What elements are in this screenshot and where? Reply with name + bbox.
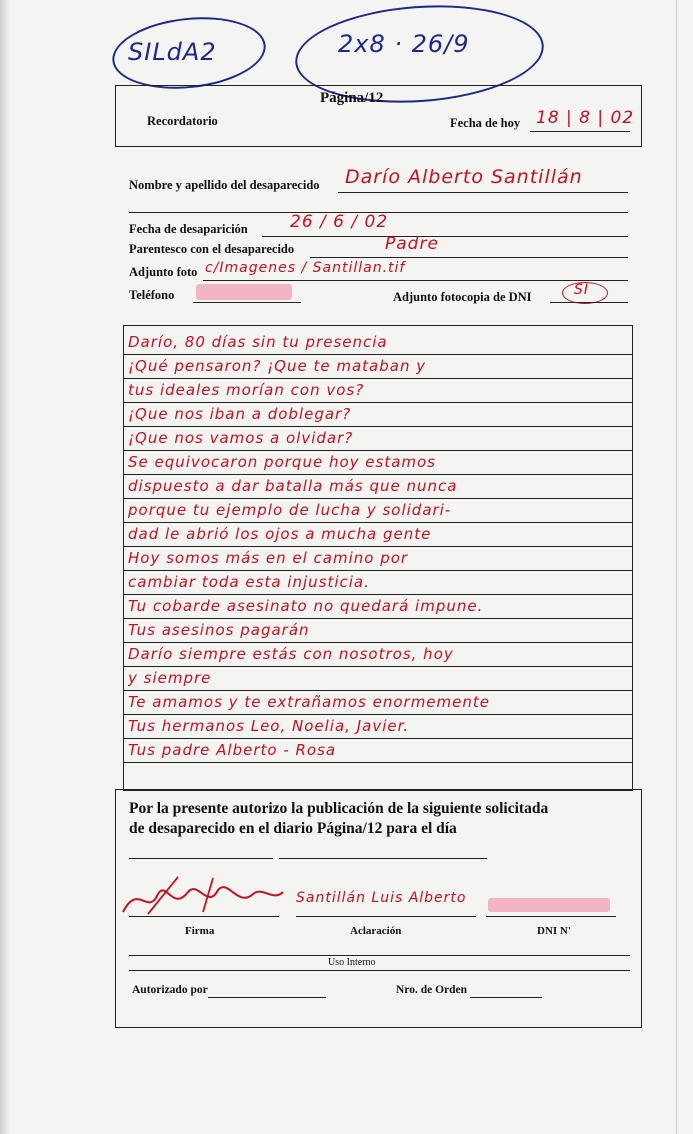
adjunto-dni-label: Adjunto fotocopia de DNI [393,290,532,304]
page-fold [676,0,677,1134]
message-line: cambiar toda esta injusticia. [128,573,370,591]
message-line: Tus hermanos Leo, Noelia, Javier. [128,717,410,735]
nombre-underline [338,192,628,193]
message-line: Se equivocaron porque hoy estamos [128,453,436,471]
fecha-underline [530,131,630,132]
message-line: porque tu ejemplo de lucha y solidari- [128,501,452,519]
autorizado-label: Autorizado por [132,984,208,996]
rule [124,450,632,451]
message-line: Te amamos y te extrañamos enormemente [128,693,490,711]
adjunto-foto-label: Adjunto foto [129,265,198,279]
rule [124,570,632,571]
message-line: y siempre [128,669,212,687]
orden-underline [470,997,542,998]
fecha-desaparicion-underline [262,236,628,237]
rule [124,738,632,739]
rule [124,642,632,643]
date-line-2 [279,858,487,859]
adjunto-foto-underline [203,280,628,281]
fecha-value: 18 | 8 | 02 [536,108,635,128]
telefono-underline [193,302,301,303]
rule [124,402,632,403]
dni-underline [486,916,616,917]
signature-image [118,872,288,922]
aclaracion-label: Aclaración [350,925,402,937]
message-line: Darío, 80 días sin tu presencia [128,333,388,351]
rule [124,714,632,715]
rule [124,522,632,523]
message-line: dispuesto a dar batalla más que nunca [128,477,458,495]
page-title: Página/12 [320,90,384,106]
rule [124,546,632,547]
message-line: ¡Que nos iban a doblegar? [128,405,352,423]
aclaracion-underline [296,916,476,917]
rule [124,618,632,619]
rule [124,666,632,667]
message-line: tus ideales morían con vos? [128,381,365,399]
message-line: ¡Que nos vamos a olvidar? [128,429,354,447]
nombre-value: Darío Alberto Santillán [345,166,583,188]
autorizado-underline [208,997,326,998]
rule [124,498,632,499]
rule [124,594,632,595]
message-line: Hoy somos más en el camino por [128,549,409,567]
fecha-label: Fecha de hoy [450,116,521,130]
adjunto-dni-value: SI [574,282,590,298]
fecha-desaparicion-label: Fecha de desaparición [129,222,248,236]
adjunto-dni-underline [550,302,628,303]
dni-label: DNI N' [537,925,571,937]
message-line: Tus asesinos pagarán [128,621,310,639]
message-line: ¡Qué pensaron? ¡Que te mataban y [128,357,427,375]
stamp-numbers: 2x8 · 26/9 [338,30,470,58]
aclaracion-value: Santillán Luis Alberto [296,890,467,906]
date-line-1 [129,858,273,859]
authorization-text-1: Por la presente autorizo la publicación de la siguiente solicitada [129,800,549,817]
rule [124,762,632,763]
firma-label: Firma [185,925,215,937]
parentesco-value: Padre [385,234,439,254]
firma-underline [129,916,279,917]
rule [124,690,632,691]
uso-interno-divider-2 [129,970,630,971]
page-left-edge [0,0,10,1134]
dni-redaction [488,898,610,912]
rule [124,354,632,355]
parentesco-underline [310,257,628,258]
nombre-label: Nombre y apellido del desaparecido [129,178,320,192]
rule [124,426,632,427]
rule [124,378,632,379]
telefono-label: Teléfono [129,288,175,302]
rule [124,474,632,475]
message-line: dad le abrió los ojos a mucha gente [128,525,432,543]
orden-label: Nro. de Orden [396,984,468,996]
message-line: Tu cobarde asesinato no quedará impune. [128,597,484,615]
uso-interno-divider [129,955,630,956]
message-line: Tus padre Alberto - Rosa [128,741,337,759]
recordatorio-label: Recordatorio [147,114,218,128]
message-box [123,325,633,791]
uso-interno-label: Uso Interno [328,957,376,968]
authorization-text-2: de desaparecido en el diario Página/12 para el día [129,820,457,837]
fecha-desaparicion-value: 26 / 6 / 02 [290,212,389,232]
message-line: Darío siempre estás con nosotros, hoy [128,645,454,663]
telefono-redaction [196,284,292,300]
stamp-code: SILdA2 [128,38,217,66]
adjunto-foto-value: c/Imagenes / Santillan.tif [205,260,406,276]
parentesco-label: Parentesco con el desaparecido [129,242,295,256]
